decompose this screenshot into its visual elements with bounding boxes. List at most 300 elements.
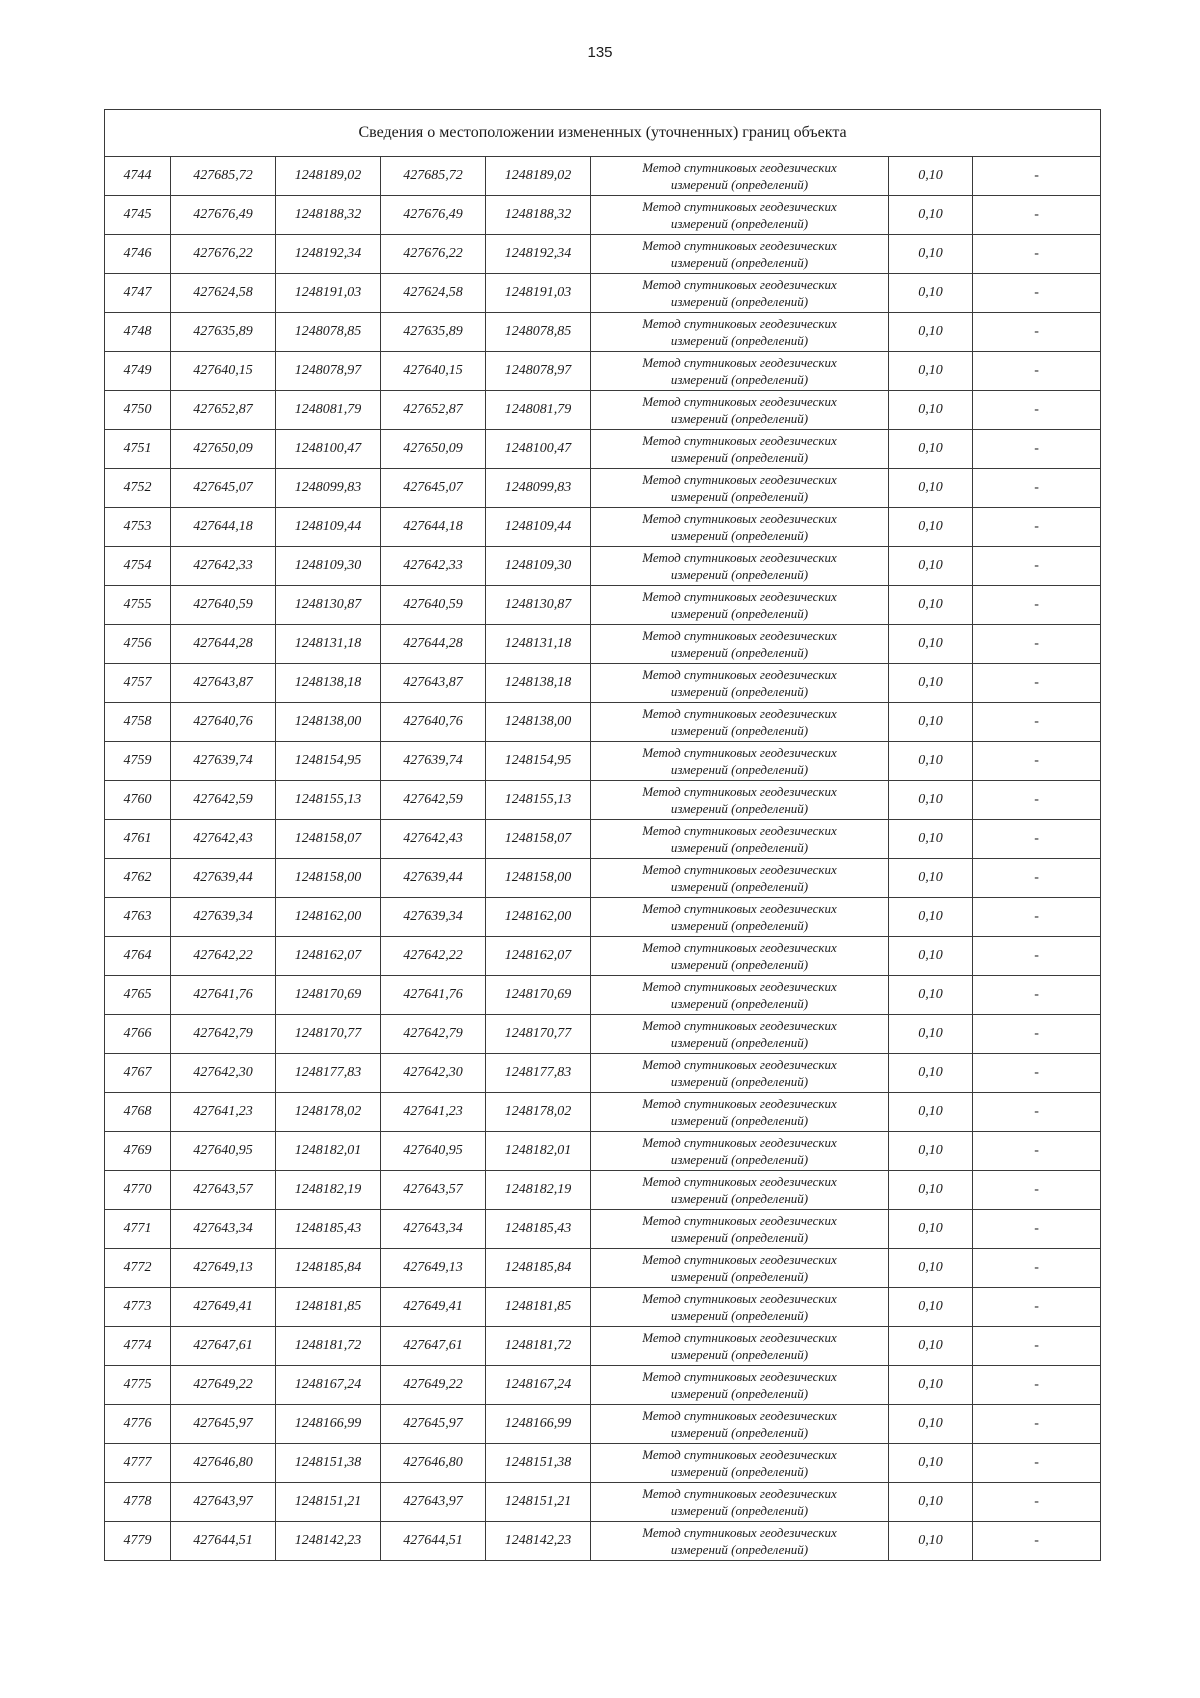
method-cell <box>591 1522 889 1561</box>
table-row <box>105 235 1101 274</box>
method-cell <box>591 1015 889 1054</box>
existing-x-cell: 427642,79 <box>171 1015 276 1054</box>
refined-y-cell: 1248167,24 <box>486 1366 591 1405</box>
point-number-cell: 4778 <box>105 1483 171 1522</box>
existing-x-cell: 427642,43 <box>171 820 276 859</box>
note-cell: - <box>973 1093 1101 1132</box>
refined-y-cell: 1248138,18 <box>486 664 591 703</box>
point-number-cell: 4769 <box>105 1132 171 1171</box>
method-line-2: измерений (определений) <box>670 606 809 621</box>
existing-x-cell: 427652,87 <box>171 391 276 430</box>
method-line-2: измерений (определений) <box>670 918 809 933</box>
method-cell <box>591 547 889 586</box>
refined-x-cell: 427643,34 <box>381 1210 486 1249</box>
note-cell: - <box>973 586 1101 625</box>
point-number-cell: 4773 <box>105 1288 171 1327</box>
method-line-1: Метод спутниковых геодезических <box>642 862 837 877</box>
accuracy-cell: 0,10 <box>889 235 973 274</box>
method-line-2: измерений (определений) <box>670 645 809 660</box>
existing-y-cell: 1248185,84 <box>276 1249 381 1288</box>
existing-y-cell: 1248151,21 <box>276 1483 381 1522</box>
method-line-1: Метод спутниковых геодезических <box>642 706 837 721</box>
existing-x-cell: 427624,58 <box>171 274 276 313</box>
accuracy-cell: 0,10 <box>889 1444 973 1483</box>
note-cell: - <box>973 1015 1101 1054</box>
method-cell <box>591 781 889 820</box>
refined-y-cell: 1248155,13 <box>486 781 591 820</box>
refined-x-cell: 427643,97 <box>381 1483 486 1522</box>
refined-x-cell: 427635,89 <box>381 313 486 352</box>
table-row <box>105 1054 1101 1093</box>
method-cell <box>591 664 889 703</box>
refined-y-cell: 1248158,00 <box>486 859 591 898</box>
method-line-2: измерений (определений) <box>670 1191 809 1206</box>
note-cell: - <box>973 391 1101 430</box>
point-number-cell: 4753 <box>105 508 171 547</box>
method-line-1: Метод спутниковых геодезических <box>642 433 837 448</box>
existing-y-cell: 1248131,18 <box>276 625 381 664</box>
note-cell: - <box>973 547 1101 586</box>
method-line-1: Метод спутниковых геодезических <box>642 550 837 565</box>
point-number-cell: 4745 <box>105 196 171 235</box>
accuracy-cell: 0,10 <box>889 274 973 313</box>
existing-x-cell: 427643,57 <box>171 1171 276 1210</box>
method-line-2: измерений (определений) <box>670 1074 809 1089</box>
table-row <box>105 1444 1101 1483</box>
method-line-1: Метод спутниковых геодезических <box>642 316 837 331</box>
refined-x-cell: 427685,72 <box>381 157 486 196</box>
point-number-cell: 4777 <box>105 1444 171 1483</box>
method-cell <box>591 196 889 235</box>
existing-x-cell: 427640,59 <box>171 586 276 625</box>
table-row <box>105 1483 1101 1522</box>
existing-y-cell: 1248170,77 <box>276 1015 381 1054</box>
note-cell: - <box>973 625 1101 664</box>
method-line-2: измерений (определений) <box>670 333 809 348</box>
note-cell: - <box>973 352 1101 391</box>
table-row <box>105 508 1101 547</box>
refined-x-cell: 427644,18 <box>381 508 486 547</box>
method-line-1: Метод спутниковых геодезических <box>642 1174 837 1189</box>
refined-y-cell: 1248109,30 <box>486 547 591 586</box>
accuracy-cell: 0,10 <box>889 1522 973 1561</box>
accuracy-cell: 0,10 <box>889 820 973 859</box>
existing-x-cell: 427642,30 <box>171 1054 276 1093</box>
point-number-cell: 4749 <box>105 352 171 391</box>
refined-y-cell: 1248178,02 <box>486 1093 591 1132</box>
table-row <box>105 898 1101 937</box>
method-line-2: измерений (определений) <box>670 1152 809 1167</box>
table-row <box>105 1405 1101 1444</box>
table-row <box>105 664 1101 703</box>
table-row <box>105 547 1101 586</box>
method-line-1: Метод спутниковых геодезических <box>642 1486 837 1501</box>
method-line-1: Метод спутниковых геодезических <box>642 511 837 526</box>
method-line-1: Метод спутниковых геодезических <box>642 160 837 175</box>
accuracy-cell: 0,10 <box>889 1405 973 1444</box>
note-cell: - <box>973 1249 1101 1288</box>
table-row <box>105 1093 1101 1132</box>
method-line-2: измерений (определений) <box>670 1386 809 1401</box>
point-number-cell: 4772 <box>105 1249 171 1288</box>
note-cell: - <box>973 1522 1101 1561</box>
existing-y-cell: 1248182,19 <box>276 1171 381 1210</box>
note-cell: - <box>973 703 1101 742</box>
method-cell <box>591 898 889 937</box>
refined-x-cell: 427642,59 <box>381 781 486 820</box>
refined-x-cell: 427645,07 <box>381 469 486 508</box>
method-cell <box>591 430 889 469</box>
note-cell: - <box>973 976 1101 1015</box>
refined-y-cell: 1248154,95 <box>486 742 591 781</box>
note-cell: - <box>973 1171 1101 1210</box>
accuracy-cell: 0,10 <box>889 859 973 898</box>
accuracy-cell: 0,10 <box>889 157 973 196</box>
point-number-cell: 4747 <box>105 274 171 313</box>
method-line-2: измерений (определений) <box>670 840 809 855</box>
accuracy-cell: 0,10 <box>889 1483 973 1522</box>
refined-y-cell: 1248188,32 <box>486 196 591 235</box>
point-number-cell: 4744 <box>105 157 171 196</box>
accuracy-cell: 0,10 <box>889 898 973 937</box>
table-row <box>105 1327 1101 1366</box>
refined-x-cell: 427642,30 <box>381 1054 486 1093</box>
table-row <box>105 430 1101 469</box>
refined-x-cell: 427642,22 <box>381 937 486 976</box>
method-line-1: Метод спутниковых геодезических <box>642 901 837 916</box>
note-cell: - <box>973 1444 1101 1483</box>
point-number-cell: 4779 <box>105 1522 171 1561</box>
refined-x-cell: 427644,28 <box>381 625 486 664</box>
existing-x-cell: 427640,95 <box>171 1132 276 1171</box>
method-line-1: Метод спутниковых геодезических <box>642 1408 837 1423</box>
table-row <box>105 1288 1101 1327</box>
note-cell: - <box>973 742 1101 781</box>
table-row <box>105 1366 1101 1405</box>
point-number-cell: 4756 <box>105 625 171 664</box>
note-cell: - <box>973 1054 1101 1093</box>
method-line-1: Метод спутниковых геодезических <box>642 745 837 760</box>
accuracy-cell: 0,10 <box>889 1054 973 1093</box>
table-row <box>105 352 1101 391</box>
table-row <box>105 586 1101 625</box>
refined-x-cell: 427676,22 <box>381 235 486 274</box>
accuracy-cell: 0,10 <box>889 937 973 976</box>
existing-y-cell: 1248138,18 <box>276 664 381 703</box>
method-line-1: Метод спутниковых геодезических <box>642 979 837 994</box>
note-cell: - <box>973 1210 1101 1249</box>
method-line-2: измерений (определений) <box>670 1308 809 1323</box>
existing-x-cell: 427644,18 <box>171 508 276 547</box>
accuracy-cell: 0,10 <box>889 391 973 430</box>
method-line-2: измерений (определений) <box>670 1230 809 1245</box>
refined-y-cell: 1248138,00 <box>486 703 591 742</box>
refined-y-cell: 1248158,07 <box>486 820 591 859</box>
method-line-1: Метод спутниковых геодезических <box>642 628 837 643</box>
method-line-2: измерений (определений) <box>670 684 809 699</box>
method-line-1: Метод спутниковых геодезических <box>642 589 837 604</box>
point-number-cell: 4770 <box>105 1171 171 1210</box>
method-line-2: измерений (определений) <box>670 1035 809 1050</box>
refined-x-cell: 427640,95 <box>381 1132 486 1171</box>
refined-y-cell: 1248185,84 <box>486 1249 591 1288</box>
method-line-1: Метод спутниковых геодезических <box>642 238 837 253</box>
accuracy-cell: 0,10 <box>889 781 973 820</box>
existing-y-cell: 1248191,03 <box>276 274 381 313</box>
accuracy-cell: 0,10 <box>889 352 973 391</box>
method-line-1: Метод спутниковых геодезических <box>642 667 837 682</box>
accuracy-cell: 0,10 <box>889 1210 973 1249</box>
method-line-1: Метод спутниковых геодезических <box>642 1447 837 1462</box>
method-line-2: измерений (определений) <box>670 255 809 270</box>
refined-x-cell: 427643,57 <box>381 1171 486 1210</box>
refined-x-cell: 427676,49 <box>381 196 486 235</box>
note-cell: - <box>973 274 1101 313</box>
table-row <box>105 469 1101 508</box>
method-line-2: измерений (определений) <box>670 762 809 777</box>
refined-y-cell: 1248081,79 <box>486 391 591 430</box>
method-cell <box>591 586 889 625</box>
refined-y-cell: 1248162,07 <box>486 937 591 976</box>
point-number-cell: 4775 <box>105 1366 171 1405</box>
table-row <box>105 157 1101 196</box>
method-line-1: Метод спутниковых геодезических <box>642 1096 837 1111</box>
existing-y-cell: 1248109,30 <box>276 547 381 586</box>
refined-x-cell: 427640,76 <box>381 703 486 742</box>
method-line-1: Метод спутниковых геодезических <box>642 784 837 799</box>
method-line-1: Метод спутниковых геодезических <box>642 1057 837 1072</box>
refined-y-cell: 1248131,18 <box>486 625 591 664</box>
refined-x-cell: 427652,87 <box>381 391 486 430</box>
table-row <box>105 781 1101 820</box>
refined-y-cell: 1248078,97 <box>486 352 591 391</box>
point-number-cell: 4746 <box>105 235 171 274</box>
refined-y-cell: 1248182,19 <box>486 1171 591 1210</box>
method-line-1: Метод спутниковых геодезических <box>642 277 837 292</box>
existing-y-cell: 1248181,72 <box>276 1327 381 1366</box>
refined-y-cell: 1248170,77 <box>486 1015 591 1054</box>
point-number-cell: 4765 <box>105 976 171 1015</box>
note-cell: - <box>973 469 1101 508</box>
note-cell: - <box>973 898 1101 937</box>
refined-x-cell: 427624,58 <box>381 274 486 313</box>
refined-y-cell: 1248162,00 <box>486 898 591 937</box>
refined-y-cell: 1248166,99 <box>486 1405 591 1444</box>
method-cell <box>591 976 889 1015</box>
existing-x-cell: 427639,34 <box>171 898 276 937</box>
method-line-2: измерений (определений) <box>670 1425 809 1440</box>
existing-x-cell: 427649,41 <box>171 1288 276 1327</box>
existing-y-cell: 1248078,97 <box>276 352 381 391</box>
existing-y-cell: 1248178,02 <box>276 1093 381 1132</box>
method-line-1: Метод спутниковых геодезических <box>642 1369 837 1384</box>
accuracy-cell: 0,10 <box>889 1327 973 1366</box>
existing-y-cell: 1248189,02 <box>276 157 381 196</box>
accuracy-cell: 0,10 <box>889 586 973 625</box>
accuracy-cell: 0,10 <box>889 1366 973 1405</box>
point-number-cell: 4760 <box>105 781 171 820</box>
table-title-row <box>105 110 1101 157</box>
existing-x-cell: 427644,51 <box>171 1522 276 1561</box>
method-cell <box>591 703 889 742</box>
method-cell <box>591 625 889 664</box>
note-cell: - <box>973 781 1101 820</box>
refined-x-cell: 427642,33 <box>381 547 486 586</box>
refined-x-cell: 427639,74 <box>381 742 486 781</box>
method-line-2: измерений (определений) <box>670 411 809 426</box>
table-row <box>105 274 1101 313</box>
table-row <box>105 742 1101 781</box>
note-cell: - <box>973 508 1101 547</box>
point-number-cell: 4758 <box>105 703 171 742</box>
method-line-2: измерений (определений) <box>670 723 809 738</box>
point-number-cell: 4754 <box>105 547 171 586</box>
table-row <box>105 1210 1101 1249</box>
existing-y-cell: 1248158,07 <box>276 820 381 859</box>
refined-x-cell: 427642,79 <box>381 1015 486 1054</box>
existing-y-cell: 1248162,07 <box>276 937 381 976</box>
accuracy-cell: 0,10 <box>889 703 973 742</box>
method-line-2: измерений (определений) <box>670 1347 809 1362</box>
accuracy-cell: 0,10 <box>889 469 973 508</box>
accuracy-cell: 0,10 <box>889 313 973 352</box>
method-cell <box>591 820 889 859</box>
existing-y-cell: 1248166,99 <box>276 1405 381 1444</box>
refined-x-cell: 427639,44 <box>381 859 486 898</box>
method-line-1: Метод спутниковых геодезических <box>642 355 837 370</box>
existing-y-cell: 1248130,87 <box>276 586 381 625</box>
refined-y-cell: 1248130,87 <box>486 586 591 625</box>
existing-x-cell: 427645,97 <box>171 1405 276 1444</box>
method-cell <box>591 1132 889 1171</box>
method-line-2: измерений (определений) <box>670 450 809 465</box>
method-cell <box>591 1483 889 1522</box>
table-title: Сведения о местоположении измененных (уточненных) границ объекта <box>105 110 1101 157</box>
accuracy-cell: 0,10 <box>889 547 973 586</box>
method-line-2: измерений (определений) <box>670 1269 809 1284</box>
accuracy-cell: 0,10 <box>889 1249 973 1288</box>
table-row <box>105 937 1101 976</box>
method-line-1: Метод спутниковых геодезических <box>642 199 837 214</box>
method-line-2: измерений (определений) <box>670 372 809 387</box>
accuracy-cell: 0,10 <box>889 742 973 781</box>
refined-y-cell: 1248185,43 <box>486 1210 591 1249</box>
note-cell: - <box>973 1405 1101 1444</box>
existing-x-cell: 427649,22 <box>171 1366 276 1405</box>
table-row <box>105 976 1101 1015</box>
point-number-cell: 4750 <box>105 391 171 430</box>
method-cell <box>591 1093 889 1132</box>
method-line-1: Метод спутниковых геодезических <box>642 1018 837 1033</box>
point-number-cell: 4776 <box>105 1405 171 1444</box>
table-row <box>105 1132 1101 1171</box>
note-cell: - <box>973 1327 1101 1366</box>
method-cell <box>591 1405 889 1444</box>
point-number-cell: 4768 <box>105 1093 171 1132</box>
refined-x-cell: 427649,22 <box>381 1366 486 1405</box>
method-cell <box>591 313 889 352</box>
existing-x-cell: 427643,87 <box>171 664 276 703</box>
method-line-2: измерений (определений) <box>670 1464 809 1479</box>
method-line-1: Метод спутниковых геодезических <box>642 1525 837 1540</box>
refined-y-cell: 1248151,21 <box>486 1483 591 1522</box>
point-number-cell: 4762 <box>105 859 171 898</box>
refined-y-cell: 1248189,02 <box>486 157 591 196</box>
existing-x-cell: 427650,09 <box>171 430 276 469</box>
method-line-2: измерений (определений) <box>670 1542 809 1557</box>
refined-x-cell: 427645,97 <box>381 1405 486 1444</box>
method-cell <box>591 1366 889 1405</box>
method-line-2: измерений (определений) <box>670 996 809 1011</box>
existing-y-cell: 1248109,44 <box>276 508 381 547</box>
method-cell <box>591 274 889 313</box>
existing-y-cell: 1248192,34 <box>276 235 381 274</box>
table-row <box>105 196 1101 235</box>
refined-y-cell: 1248142,23 <box>486 1522 591 1561</box>
refined-y-cell: 1248181,72 <box>486 1327 591 1366</box>
method-line-2: измерений (определений) <box>670 177 809 192</box>
point-number-cell: 4757 <box>105 664 171 703</box>
existing-y-cell: 1248182,01 <box>276 1132 381 1171</box>
note-cell: - <box>973 859 1101 898</box>
method-line-2: измерений (определений) <box>670 957 809 972</box>
point-number-cell: 4748 <box>105 313 171 352</box>
existing-x-cell: 427640,76 <box>171 703 276 742</box>
existing-y-cell: 1248100,47 <box>276 430 381 469</box>
refined-y-cell: 1248177,83 <box>486 1054 591 1093</box>
existing-x-cell: 427647,61 <box>171 1327 276 1366</box>
method-line-1: Метод спутниковых геодезических <box>642 1291 837 1306</box>
existing-x-cell: 427685,72 <box>171 157 276 196</box>
existing-x-cell: 427676,49 <box>171 196 276 235</box>
method-cell <box>591 1288 889 1327</box>
existing-x-cell: 427649,13 <box>171 1249 276 1288</box>
method-line-2: измерений (определений) <box>670 528 809 543</box>
table-row <box>105 1249 1101 1288</box>
method-cell <box>591 1444 889 1483</box>
existing-y-cell: 1248138,00 <box>276 703 381 742</box>
existing-x-cell: 427640,15 <box>171 352 276 391</box>
table-row <box>105 703 1101 742</box>
refined-x-cell: 427641,76 <box>381 976 486 1015</box>
method-line-1: Метод спутниковых геодезических <box>642 823 837 838</box>
table-row <box>105 625 1101 664</box>
method-line-2: измерений (определений) <box>670 879 809 894</box>
existing-y-cell: 1248081,79 <box>276 391 381 430</box>
method-cell <box>591 1249 889 1288</box>
refined-x-cell: 427641,23 <box>381 1093 486 1132</box>
note-cell: - <box>973 157 1101 196</box>
boundary-coordinates-table <box>104 109 1101 1561</box>
table-row <box>105 391 1101 430</box>
method-cell <box>591 742 889 781</box>
existing-x-cell: 427641,23 <box>171 1093 276 1132</box>
refined-x-cell: 427643,87 <box>381 664 486 703</box>
accuracy-cell: 0,10 <box>889 1093 973 1132</box>
method-line-1: Метод спутниковых геодезических <box>642 1252 837 1267</box>
point-number-cell: 4759 <box>105 742 171 781</box>
existing-y-cell: 1248158,00 <box>276 859 381 898</box>
table-row <box>105 859 1101 898</box>
existing-x-cell: 427676,22 <box>171 235 276 274</box>
method-line-1: Метод спутниковых геодезических <box>642 394 837 409</box>
existing-y-cell: 1248185,43 <box>276 1210 381 1249</box>
existing-y-cell: 1248177,83 <box>276 1054 381 1093</box>
existing-y-cell: 1248170,69 <box>276 976 381 1015</box>
method-cell <box>591 469 889 508</box>
point-number-cell: 4752 <box>105 469 171 508</box>
refined-y-cell: 1248100,47 <box>486 430 591 469</box>
